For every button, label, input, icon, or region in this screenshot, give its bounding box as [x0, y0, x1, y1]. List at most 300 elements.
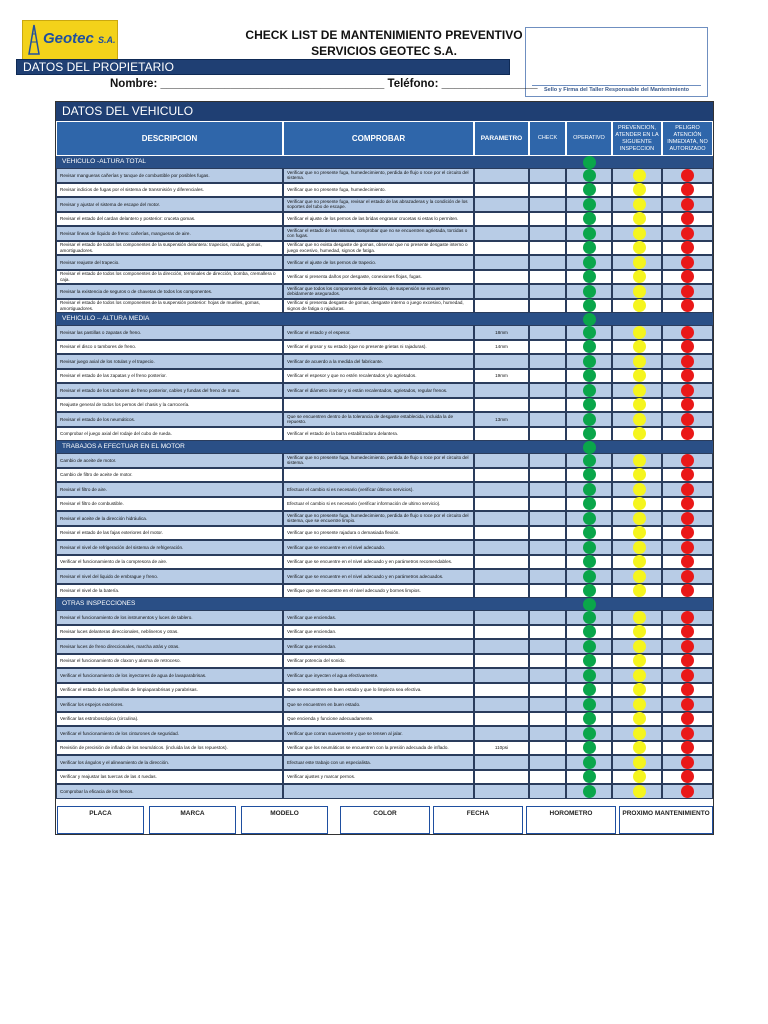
peligro-light[interactable] — [681, 727, 694, 740]
comprobar-cell: Verificar si presenta desgaste de gomas, desgaste interno o juego excesivo, humedad, signos de fatiga o rajaduras. — [283, 299, 474, 314]
checklist-row — [56, 398, 713, 413]
peligro-light[interactable] — [681, 541, 694, 554]
descripcion-cell: Cambio de filtro de aceite de motor. — [56, 468, 283, 483]
checklist-row — [56, 569, 713, 584]
parametro-cell — [474, 270, 529, 285]
prevencion-light[interactable] — [633, 398, 646, 411]
check-cell[interactable] — [529, 668, 566, 683]
check-cell[interactable] — [529, 726, 566, 741]
checklist-row — [56, 540, 713, 555]
checklist-row — [56, 197, 713, 212]
prevencion-light[interactable] — [633, 555, 646, 568]
vehicle-info-footer — [55, 806, 714, 834]
peligro-light[interactable] — [681, 212, 694, 225]
prevencion-light[interactable] — [633, 413, 646, 426]
descripcion-cell: Revisar el nivel del liquido de embrague y freno. — [56, 569, 283, 584]
prevencion-light[interactable] — [633, 227, 646, 240]
checklist-row — [56, 555, 713, 570]
check-cell[interactable] — [529, 555, 566, 570]
checklist-row — [56, 325, 713, 340]
parametro-cell — [474, 683, 529, 698]
parametro-cell — [474, 427, 529, 442]
checklist-row — [56, 770, 713, 785]
column-check: CHECK — [529, 121, 566, 156]
checklist-row — [56, 299, 713, 314]
comprobar-cell: Verifique que se encuentre en el nivel adecuado y bornes limpios. — [283, 584, 474, 599]
prevencion-light[interactable] — [633, 212, 646, 225]
checklist-row — [56, 654, 713, 669]
descripcion-cell: Verificar el funcionamiento de los inyectores de agua de lavaparabrisas. — [56, 668, 283, 683]
prevencion-light[interactable] — [633, 355, 646, 368]
stamp-signature-box — [525, 27, 708, 97]
prevencion-light[interactable] — [633, 183, 646, 196]
peligro-light[interactable] — [681, 654, 694, 667]
operativo-light[interactable] — [583, 640, 596, 653]
prevencion-light[interactable] — [633, 741, 646, 754]
check-cell[interactable] — [529, 741, 566, 756]
parametro-cell — [474, 555, 529, 570]
operativo-light[interactable] — [583, 183, 596, 196]
descripcion-cell: Revisar las pastillas o zapatas de freno. — [56, 325, 283, 340]
check-cell[interactable] — [529, 712, 566, 727]
check-cell[interactable] — [529, 340, 566, 355]
descripcion-cell: Revisión de precisión de inflado de los neumáticos. (incluida las de los repuestos). — [56, 741, 283, 756]
check-cell[interactable] — [529, 654, 566, 669]
prevencion-light[interactable] — [633, 497, 646, 510]
operativo-light[interactable] — [583, 340, 596, 353]
peligro-light[interactable] — [681, 483, 694, 496]
check-cell[interactable] — [529, 784, 566, 799]
check-cell[interactable] — [529, 299, 566, 314]
descripcion-cell: Revisar mangueras cañerías y tanque de combustible por posibles fugas. — [56, 168, 283, 183]
peligro-light[interactable] — [681, 555, 694, 568]
peligro-light[interactable] — [681, 712, 694, 725]
prevencion-light[interactable] — [633, 570, 646, 583]
checklist-row — [56, 183, 713, 198]
footer-marca[interactable]: MARCA — [149, 806, 236, 834]
comprobar-cell — [283, 398, 474, 413]
parametro-cell — [474, 569, 529, 584]
operativo-light[interactable] — [583, 654, 596, 667]
descripcion-cell: Revisar luces delanteras direccionales, neblineros y otras. — [56, 625, 283, 640]
vehicle-section-title: DATOS DEL VEHICULO — [56, 102, 713, 121]
peligro-light[interactable] — [681, 770, 694, 783]
descripcion-cell: Revisar el estado de las fajas exteriores del motor. — [56, 526, 283, 541]
comprobar-cell: Que se encuentren dentro de la tolerancia de desgaste establecida, incluida la de repuesto. — [283, 412, 474, 427]
peligro-light[interactable] — [681, 299, 694, 312]
checklist-row — [56, 668, 713, 683]
comprobar-cell: Verificar que no exista desgaste de gomas, observar que no presente desgaste interno o juego excesivo, humedad, signos de fatiga. — [283, 241, 474, 256]
operativo-light[interactable] — [583, 741, 596, 754]
check-cell[interactable] — [529, 369, 566, 384]
descripcion-cell: Revisar reajuste del trapecio. — [56, 255, 283, 270]
operativo-light[interactable] — [583, 398, 596, 411]
column-descripcion: DESCRIPCION — [56, 121, 283, 156]
prevencion-light[interactable] — [633, 369, 646, 382]
comprobar-cell: Verificar ajustes y marcar pernos. — [283, 770, 474, 785]
peligro-light[interactable] — [681, 285, 694, 298]
checklist-row — [56, 369, 713, 384]
prevencion-light[interactable] — [633, 299, 646, 312]
descripcion-cell: Revisar el estado de las zapatas y el freno posterior. — [56, 369, 283, 384]
prevencion-light[interactable] — [633, 384, 646, 397]
check-cell[interactable] — [529, 540, 566, 555]
checklist-row — [56, 712, 713, 727]
prevencion-light[interactable] — [633, 468, 646, 481]
prevencion-light[interactable] — [633, 584, 646, 597]
comprobar-cell: Verificar que se encuentre en el nivel adecuado y en parámetros recomendables. — [283, 555, 474, 570]
comprobar-cell: Verificar el diámetro interior y si están recalentados, agrietados, regular frenos. — [283, 383, 474, 398]
check-cell[interactable] — [529, 497, 566, 512]
peligro-light[interactable] — [681, 270, 694, 283]
prevencion-light[interactable] — [633, 198, 646, 211]
operativo-light[interactable] — [583, 541, 596, 554]
peligro-light[interactable] — [681, 570, 694, 583]
operativo-light[interactable] — [583, 483, 596, 496]
parametro-cell — [474, 241, 529, 256]
operativo-light[interactable] — [583, 598, 596, 611]
comprobar-cell: Que se encuentren en buen estado. — [283, 697, 474, 712]
comprobar-cell: Verificar si presenta daños por desgaste, conexiones flojas, fugas. — [283, 270, 474, 285]
comprobar-cell: Verificar que los neumáticos se encuentren con la presión adecuada de inflado. — [283, 741, 474, 756]
section-header: VEHICULO – ALTURA MEDIA — [56, 313, 713, 325]
peligro-light[interactable] — [681, 584, 694, 597]
operativo-light[interactable] — [583, 270, 596, 283]
prevencion-light[interactable] — [633, 326, 646, 339]
comprobar-cell: Verificar que corran suavemente y que se tensen al jalar. — [283, 726, 474, 741]
operativo-light[interactable] — [583, 698, 596, 711]
peligro-light[interactable] — [681, 241, 694, 254]
peligro-light[interactable] — [681, 640, 694, 653]
descripcion-cell: Cambio de aceite de motor. — [56, 453, 283, 468]
peligro-light[interactable] — [681, 369, 694, 382]
peligro-light[interactable] — [681, 169, 694, 182]
peligro-light[interactable] — [681, 427, 694, 440]
check-cell[interactable] — [529, 398, 566, 413]
peligro-light[interactable] — [681, 198, 694, 211]
prevencion-light[interactable] — [633, 427, 646, 440]
peligro-light[interactable] — [681, 413, 694, 426]
operativo-light[interactable] — [583, 712, 596, 725]
checklist-row — [56, 784, 713, 799]
operativo-light[interactable] — [583, 256, 596, 269]
owner-fields: Nombre: ___________________________________ Teléfono: _______________ — [110, 78, 538, 90]
prevencion-light[interactable] — [633, 285, 646, 298]
prevencion-light[interactable] — [633, 683, 646, 696]
column-parametro: PARAMETRO — [474, 121, 529, 156]
peligro-light[interactable] — [681, 497, 694, 510]
operativo-light[interactable] — [583, 526, 596, 539]
check-cell[interactable] — [529, 412, 566, 427]
descripcion-cell: Revisar el estado de todos los componentes de la suspensión posterior: hojas de muelles, gomas, amortiguadores. — [56, 299, 283, 314]
section-header: VEHICULO -ALTURA TOTAL — [56, 156, 713, 168]
prevencion-light[interactable] — [633, 541, 646, 554]
operativo-light[interactable] — [583, 355, 596, 368]
comprobar-cell: Verificar que todos los componentes de dirección, de suspensión se encuentren debidamente asegurados. — [283, 284, 474, 299]
operativo-light[interactable] — [583, 227, 596, 240]
parametro-cell — [474, 511, 529, 526]
operativo-light[interactable] — [583, 625, 596, 638]
parametro-cell — [474, 540, 529, 555]
operativo-light[interactable] — [583, 212, 596, 225]
comprobar-cell: Verificar que no presente rajadura o demasiada flexión. — [283, 526, 474, 541]
operativo-light[interactable] — [583, 727, 596, 740]
peligro-light[interactable] — [681, 326, 694, 339]
check-cell[interactable] — [529, 625, 566, 640]
prevencion-light[interactable] — [633, 611, 646, 624]
company-logo — [22, 20, 118, 60]
stamp-caption: Sello y Firma del Taller Responsable del Mantenimiento — [543, 87, 690, 93]
checklist-row — [56, 755, 713, 770]
check-cell[interactable] — [529, 284, 566, 299]
parametro-cell — [474, 770, 529, 785]
check-cell[interactable] — [529, 482, 566, 497]
parametro-cell — [474, 610, 529, 625]
peligro-light[interactable] — [681, 454, 694, 467]
peligro-light[interactable] — [681, 468, 694, 481]
peligro-light[interactable] — [681, 741, 694, 754]
prevencion-light[interactable] — [633, 512, 646, 525]
checklist-row — [56, 340, 713, 355]
operativo-light[interactable] — [583, 313, 596, 326]
comprobar-cell: Verificar que no presente fuga, humedecimiento, perdida de flujo o roce por el circuito del sistema. — [283, 453, 474, 468]
comprobar-cell: Verificar el grosor y su estado (que no presente grietas ni rajaduras). — [283, 340, 474, 355]
operativo-light[interactable] — [583, 169, 596, 182]
comprobar-cell: Verificar que enciendan. — [283, 625, 474, 640]
prevencion-light[interactable] — [633, 785, 646, 798]
checklist-row — [56, 354, 713, 369]
check-cell[interactable] — [529, 241, 566, 256]
parametro-cell — [474, 468, 529, 483]
parametro-cell — [474, 668, 529, 683]
check-cell[interactable] — [529, 526, 566, 541]
section-header: TRABAJOS A EFECTUAR EN EL MOTOR — [56, 441, 713, 453]
operativo-light[interactable] — [583, 299, 596, 312]
peligro-light[interactable] — [681, 625, 694, 638]
prevencion-light[interactable] — [633, 340, 646, 353]
parametro-cell: 14mm — [474, 340, 529, 355]
operativo-light[interactable] — [583, 468, 596, 481]
parametro-cell — [474, 354, 529, 369]
descripcion-cell: Revisar la existencia de seguros o de chavetas de todos los componentes. — [56, 284, 283, 299]
peligro-light[interactable] — [681, 683, 694, 696]
operativo-light[interactable] — [583, 611, 596, 624]
check-cell[interactable] — [529, 212, 566, 227]
operativo-light[interactable] — [583, 570, 596, 583]
check-cell[interactable] — [529, 383, 566, 398]
comprobar-cell — [283, 784, 474, 799]
check-cell[interactable] — [529, 183, 566, 198]
prevencion-light[interactable] — [633, 727, 646, 740]
comprobar-cell: Verificar que no presente fuga, humedecimiento. — [283, 183, 474, 198]
operativo-light[interactable] — [583, 413, 596, 426]
column-prevencion: PREVENCION, ATENDER EN LA SIGUIENTE INSPECCION — [612, 121, 662, 156]
check-cell[interactable] — [529, 453, 566, 468]
parametro-cell — [474, 453, 529, 468]
peligro-light[interactable] — [681, 398, 694, 411]
check-cell[interactable] — [529, 255, 566, 270]
operativo-light[interactable] — [583, 785, 596, 798]
prevencion-light[interactable] — [633, 640, 646, 653]
check-cell[interactable] — [529, 697, 566, 712]
comprobar-cell: Verificar que se encuentre en el nivel adecuado. — [283, 540, 474, 555]
comprobar-cell: Verificar que enciendan. — [283, 639, 474, 654]
prevencion-light[interactable] — [633, 712, 646, 725]
descripcion-cell: Revisar el funcionamiento de claxon y alarma de retroceso. — [56, 654, 283, 669]
operativo-light[interactable] — [583, 156, 596, 169]
checklist-row — [56, 639, 713, 654]
check-cell[interactable] — [529, 168, 566, 183]
operativo-light[interactable] — [583, 454, 596, 467]
operativo-light[interactable] — [583, 770, 596, 783]
footer-color[interactable]: COLOR — [340, 806, 430, 834]
peligro-light[interactable] — [681, 340, 694, 353]
parametro-cell — [474, 639, 529, 654]
check-cell[interactable] — [529, 683, 566, 698]
operativo-light[interactable] — [583, 369, 596, 382]
descripcion-cell: Verificar el funcionamiento de la compresora de aire. — [56, 555, 283, 570]
descripcion-cell: Verificar los ángulos y el alineamiento de la dirección. — [56, 755, 283, 770]
operativo-light[interactable] — [583, 497, 596, 510]
operativo-light[interactable] — [583, 756, 596, 769]
descripcion-cell: Revisar el filtro de aire. — [56, 482, 283, 497]
descripcion-cell: Revisar el estado del cardan delantero y posterior: cruceta gomas. — [56, 212, 283, 227]
checklist-row — [56, 168, 713, 183]
parametro-cell — [474, 168, 529, 183]
prevencion-light[interactable] — [633, 669, 646, 682]
comprobar-cell: Efectuar el cambio si es necesario (verificar información de ultimo servicio). — [283, 497, 474, 512]
checklist-row — [56, 453, 713, 468]
comprobar-cell: Verificar que no presente fuga, humedecimiento, perdida de flujo o roce por el circuito del sistema, que se encuentre limpio. — [283, 511, 474, 526]
checklist-row — [56, 270, 713, 285]
parametro-cell — [474, 712, 529, 727]
prevencion-light[interactable] — [633, 756, 646, 769]
operativo-light[interactable] — [583, 669, 596, 682]
check-cell[interactable] — [529, 354, 566, 369]
check-cell[interactable] — [529, 270, 566, 285]
section-header: OTRAS INSPECCIONES — [56, 598, 713, 610]
prevencion-light[interactable] — [633, 698, 646, 711]
prevencion-light[interactable] — [633, 654, 646, 667]
prevencion-light[interactable] — [633, 241, 646, 254]
checklist-row — [56, 584, 713, 599]
operativo-light[interactable] — [583, 555, 596, 568]
peligro-light[interactable] — [681, 384, 694, 397]
prevencion-light[interactable] — [633, 454, 646, 467]
check-cell[interactable] — [529, 325, 566, 340]
operativo-light[interactable] — [583, 683, 596, 696]
comprobar-cell: Verificar que se encuentre en el nivel adecuado y en parámetros adecuados. — [283, 569, 474, 584]
prevencion-light[interactable] — [633, 526, 646, 539]
check-cell[interactable] — [529, 427, 566, 442]
footer-fecha[interactable]: FECHA — [433, 806, 523, 834]
check-cell[interactable] — [529, 468, 566, 483]
check-cell[interactable] — [529, 770, 566, 785]
comprobar-cell: Efectuar este trabajo con un especialista. — [283, 755, 474, 770]
parametro-cell — [474, 726, 529, 741]
peligro-light[interactable] — [681, 785, 694, 798]
descripcion-cell: Revisar el nivel de la batería. — [56, 584, 283, 599]
comprobar-cell: Verificar el estado de las mismas, comprobar que no se encuentren agrietada, torcidas o con fugas. — [283, 226, 474, 241]
peligro-light[interactable] — [681, 512, 694, 525]
parametro-cell — [474, 212, 529, 227]
prevencion-light[interactable] — [633, 169, 646, 182]
check-cell[interactable] — [529, 610, 566, 625]
check-cell[interactable] — [529, 584, 566, 599]
parametro-cell — [474, 255, 529, 270]
operativo-light[interactable] — [583, 285, 596, 298]
descripcion-cell: Revisar juego axial de los rotulas y el trapecio. — [56, 354, 283, 369]
peligro-light[interactable] — [681, 355, 694, 368]
check-cell[interactable] — [529, 755, 566, 770]
check-cell[interactable] — [529, 226, 566, 241]
parametro-cell — [474, 482, 529, 497]
descripcion-cell: Verificar los espejos exteriores. — [56, 697, 283, 712]
prevencion-light[interactable] — [633, 625, 646, 638]
peligro-light[interactable] — [681, 611, 694, 624]
prevencion-light[interactable] — [633, 770, 646, 783]
footer-placa[interactable]: PLACA — [57, 806, 144, 834]
peligro-light[interactable] — [681, 183, 694, 196]
oil-derrick-icon — [27, 24, 41, 56]
check-cell[interactable] — [529, 639, 566, 654]
operativo-light[interactable] — [583, 198, 596, 211]
comprobar-cell: Verificar que enciendas. — [283, 610, 474, 625]
operativo-light[interactable] — [583, 427, 596, 440]
operativo-light[interactable] — [583, 241, 596, 254]
comprobar-cell: Verificar el ajuste de los pernos de las bridas engrasar crucetas si estas lo permiten. — [283, 212, 474, 227]
checklist-row — [56, 497, 713, 512]
footer-proximo-mantenimiento[interactable]: PROXIMO MANTENIMIENTO — [619, 806, 713, 834]
parametro-cell — [474, 299, 529, 314]
check-cell[interactable] — [529, 569, 566, 584]
footer-horometro[interactable]: HOROMETRO — [526, 806, 616, 834]
descripcion-cell: Reajuste general de todos los pernos del chasis y la carrocería. — [56, 398, 283, 413]
prevencion-light[interactable] — [633, 256, 646, 269]
peligro-light[interactable] — [681, 756, 694, 769]
operativo-light[interactable] — [583, 441, 596, 454]
parametro-cell — [474, 183, 529, 198]
check-cell[interactable] — [529, 511, 566, 526]
peligro-light[interactable] — [681, 227, 694, 240]
prevencion-light[interactable] — [633, 483, 646, 496]
peligro-light[interactable] — [681, 256, 694, 269]
document-title: CHECK LIST DE MANTENIMIENTO PREVENTIVO — [245, 28, 523, 42]
comprobar-cell: Verificar de acuerdo a la medida del fabricante. — [283, 354, 474, 369]
document-subtitle: SERVICIOS GEOTEC S.A. — [311, 44, 457, 58]
check-cell[interactable] — [529, 197, 566, 212]
checklist-row — [56, 468, 713, 483]
peligro-light[interactable] — [681, 698, 694, 711]
operativo-light[interactable] — [583, 326, 596, 339]
operativo-light[interactable] — [583, 384, 596, 397]
descripcion-cell: Revisar y ajustar el sistema de escape del motor. — [56, 197, 283, 212]
peligro-light[interactable] — [681, 526, 694, 539]
peligro-light[interactable] — [681, 669, 694, 682]
prevencion-light[interactable] — [633, 270, 646, 283]
checklist-row — [56, 741, 713, 756]
footer-modelo[interactable]: MODELO — [241, 806, 328, 834]
parametro-cell: 18mm — [474, 325, 529, 340]
parametro-cell: 13mm — [474, 412, 529, 427]
operativo-light[interactable] — [583, 584, 596, 597]
descripcion-cell: Verificar las estroboscópica (circulina). — [56, 712, 283, 727]
parametro-cell — [474, 497, 529, 512]
parametro-cell: 110psi — [474, 741, 529, 756]
checklist-row — [56, 412, 713, 427]
descripcion-cell: Verificar y reajustar las tuercas de las 4 ruedas. — [56, 770, 283, 785]
operativo-light[interactable] — [583, 512, 596, 525]
